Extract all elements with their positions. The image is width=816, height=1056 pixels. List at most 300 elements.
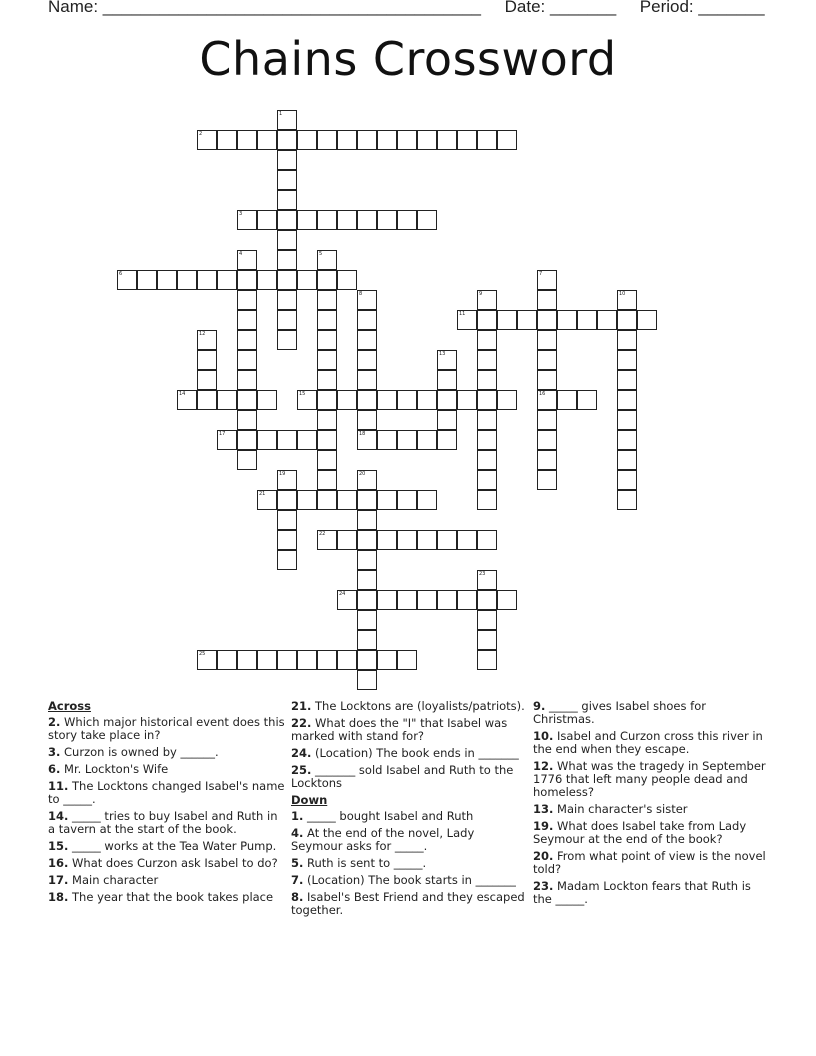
crossword-cell[interactable] bbox=[237, 650, 257, 670]
clue-text: (Location) The book ends in _______ bbox=[311, 746, 519, 760]
crossword-cell[interactable] bbox=[297, 390, 317, 410]
crossword-cell[interactable] bbox=[317, 390, 337, 410]
down-clue bbox=[291, 810, 529, 823]
crossword-cell[interactable] bbox=[317, 310, 337, 330]
crossword-cell[interactable] bbox=[397, 530, 417, 550]
crossword-cell[interactable] bbox=[297, 650, 317, 670]
clue-number: 4 bbox=[239, 251, 243, 257]
crossword-cell[interactable] bbox=[277, 250, 297, 270]
crossword-cell[interactable] bbox=[317, 490, 337, 510]
clue-number: 9 bbox=[479, 291, 483, 297]
crossword-cell[interactable] bbox=[197, 650, 217, 670]
clue-number: 5. bbox=[291, 856, 304, 870]
crossword-cell[interactable] bbox=[617, 290, 637, 310]
crossword-cell[interactable] bbox=[237, 290, 257, 310]
crossword-cell[interactable] bbox=[197, 350, 217, 370]
across-clue-list-cont bbox=[291, 700, 529, 790]
crossword-cell[interactable] bbox=[317, 210, 337, 230]
crossword-cell[interactable] bbox=[377, 530, 397, 550]
crossword-cell[interactable] bbox=[477, 350, 497, 370]
clue-number: 17 bbox=[219, 431, 226, 437]
crossword-cell[interactable] bbox=[337, 490, 357, 510]
crossword-cell[interactable] bbox=[277, 470, 297, 490]
crossword-cell[interactable] bbox=[217, 130, 237, 150]
crossword-cell[interactable] bbox=[277, 330, 297, 350]
crossword-cell[interactable] bbox=[437, 350, 457, 370]
crossword-cell[interactable] bbox=[417, 430, 437, 450]
crossword-cell[interactable] bbox=[357, 610, 377, 630]
clue-number: 22. bbox=[291, 716, 312, 730]
clue-number: 15. bbox=[48, 839, 69, 853]
crossword-cell[interactable] bbox=[177, 390, 197, 410]
crossword-cell[interactable] bbox=[437, 390, 457, 410]
crossword-cell[interactable] bbox=[357, 210, 377, 230]
clue-number: 25. bbox=[291, 763, 312, 777]
crossword-cell[interactable] bbox=[357, 410, 377, 430]
crossword-cell[interactable] bbox=[217, 390, 237, 410]
crossword-cell[interactable] bbox=[417, 130, 437, 150]
down-clue bbox=[533, 760, 771, 799]
clue-number: 23. bbox=[533, 879, 554, 893]
crossword-cell[interactable] bbox=[377, 130, 397, 150]
down-clue bbox=[291, 891, 529, 917]
clue-number: 20. bbox=[533, 849, 554, 863]
clue-number: 25 bbox=[199, 651, 206, 657]
crossword-cell[interactable] bbox=[277, 510, 297, 530]
crossword-cell[interactable] bbox=[277, 170, 297, 190]
crossword-cell[interactable] bbox=[277, 530, 297, 550]
crossword-cell[interactable] bbox=[317, 270, 337, 290]
crossword-cell[interactable] bbox=[277, 190, 297, 210]
crossword-cell[interactable] bbox=[257, 430, 277, 450]
clue-number: 1 bbox=[279, 111, 283, 117]
crossword-cell[interactable] bbox=[537, 390, 557, 410]
crossword-cell[interactable] bbox=[517, 310, 537, 330]
crossword-cell[interactable] bbox=[597, 310, 617, 330]
down-clue bbox=[291, 827, 529, 853]
crossword-cell[interactable] bbox=[617, 390, 637, 410]
clue-text: At the end of the novel, Lady Seymour asks for _____. bbox=[291, 826, 475, 853]
crossword-cell[interactable] bbox=[277, 490, 297, 510]
crossword-cell[interactable] bbox=[357, 490, 377, 510]
crossword-cell[interactable] bbox=[397, 650, 417, 670]
crossword-cell[interactable] bbox=[317, 410, 337, 430]
across-clue bbox=[48, 840, 286, 853]
clue-number: 11 bbox=[459, 311, 466, 317]
across-clue-list bbox=[48, 716, 286, 904]
crossword-cell[interactable] bbox=[397, 590, 417, 610]
crossword-cell[interactable] bbox=[357, 630, 377, 650]
crossword-cell[interactable] bbox=[257, 490, 277, 510]
down-clue bbox=[533, 820, 771, 846]
clue-number: 13. bbox=[533, 802, 554, 816]
across-clue bbox=[48, 857, 286, 870]
crossword-cell[interactable] bbox=[457, 530, 477, 550]
crossword-cell[interactable] bbox=[417, 490, 437, 510]
crossword-cell[interactable] bbox=[257, 130, 277, 150]
crossword-cell[interactable] bbox=[477, 430, 497, 450]
crossword-cell[interactable] bbox=[357, 670, 377, 690]
crossword-cell[interactable] bbox=[357, 370, 377, 390]
clue-text: What does Curzon ask Isabel to do? bbox=[68, 856, 278, 870]
crossword-cell[interactable] bbox=[237, 350, 257, 370]
crossword-cell[interactable] bbox=[477, 390, 497, 410]
crossword-cell[interactable] bbox=[457, 390, 477, 410]
down-clue bbox=[291, 857, 529, 870]
down-clue-list-cont bbox=[533, 700, 771, 906]
clue-text: The Locktons are (loyalists/patriots). bbox=[311, 699, 525, 713]
crossword-cell[interactable] bbox=[277, 210, 297, 230]
crossword-cell[interactable] bbox=[617, 370, 637, 390]
clue-number: 18 bbox=[359, 431, 366, 437]
crossword-cell[interactable] bbox=[277, 290, 297, 310]
crossword-cell[interactable] bbox=[537, 310, 557, 330]
crossword-cell[interactable] bbox=[357, 570, 377, 590]
clues-column-1 bbox=[48, 700, 286, 908]
across-heading: Across bbox=[48, 699, 91, 713]
across-clue bbox=[291, 747, 529, 760]
clue-number: 2. bbox=[48, 715, 61, 729]
clue-number: 7. bbox=[291, 873, 304, 887]
clue-number: 1. bbox=[291, 809, 304, 823]
crossword-cell[interactable] bbox=[457, 590, 477, 610]
clue-number: 23 bbox=[479, 571, 486, 577]
crossword-cell[interactable] bbox=[297, 430, 317, 450]
crossword-cell[interactable] bbox=[437, 430, 457, 450]
clue-number: 24. bbox=[291, 746, 312, 760]
crossword-cell[interactable] bbox=[577, 390, 597, 410]
down-clue bbox=[291, 874, 529, 887]
crossword-cell[interactable] bbox=[497, 590, 517, 610]
crossword-cell[interactable] bbox=[477, 630, 497, 650]
crossword-cell[interactable] bbox=[377, 650, 397, 670]
crossword-cell[interactable] bbox=[337, 270, 357, 290]
crossword-cell[interactable] bbox=[357, 510, 377, 530]
clue-number: 6. bbox=[48, 762, 61, 776]
crossword-cell[interactable] bbox=[457, 310, 477, 330]
crossword-cell[interactable] bbox=[357, 550, 377, 570]
crossword-cell[interactable] bbox=[377, 590, 397, 610]
crossword-cell[interactable] bbox=[617, 430, 637, 450]
crossword-cell[interactable] bbox=[257, 390, 277, 410]
clue-number: 11. bbox=[48, 779, 69, 793]
crossword-cell[interactable] bbox=[317, 430, 337, 450]
clue-number: 21 bbox=[259, 491, 266, 497]
crossword-cell[interactable] bbox=[357, 350, 377, 370]
across-clue bbox=[48, 780, 286, 806]
clue-text: Ruth is sent to _____. bbox=[303, 856, 427, 870]
crossword-cell[interactable] bbox=[377, 390, 397, 410]
crossword-cell[interactable] bbox=[357, 130, 377, 150]
crossword-cell[interactable] bbox=[377, 210, 397, 230]
crossword-cell[interactable] bbox=[277, 270, 297, 290]
crossword-cell[interactable] bbox=[337, 650, 357, 670]
clue-number: 24 bbox=[339, 591, 346, 597]
crossword-cell[interactable] bbox=[617, 330, 637, 350]
crossword-cell[interactable] bbox=[397, 130, 417, 150]
crossword-cell[interactable] bbox=[237, 330, 257, 350]
clue-text: _______ sold Isabel and Ruth to the Locktons bbox=[291, 763, 514, 790]
across-clue bbox=[291, 717, 529, 743]
crossword-cell[interactable] bbox=[237, 410, 257, 430]
crossword-cell[interactable] bbox=[537, 350, 557, 370]
crossword-cell[interactable] bbox=[317, 530, 337, 550]
crossword-cell[interactable] bbox=[357, 290, 377, 310]
clue-text: _____ tries to buy Isabel and Ruth in a tavern at the start of the book. bbox=[48, 809, 278, 836]
crossword-cell[interactable] bbox=[437, 590, 457, 610]
crossword-cell[interactable] bbox=[317, 650, 337, 670]
crossword-cell[interactable] bbox=[337, 590, 357, 610]
crossword-cell[interactable] bbox=[617, 470, 637, 490]
clue-number: 8. bbox=[291, 890, 304, 904]
crossword-cell[interactable] bbox=[477, 130, 497, 150]
crossword-cell[interactable] bbox=[357, 590, 377, 610]
crossword-cell[interactable] bbox=[397, 430, 417, 450]
crossword-cell[interactable] bbox=[477, 610, 497, 630]
clue-number: 4. bbox=[291, 826, 304, 840]
crossword-cell[interactable] bbox=[277, 650, 297, 670]
crossword-cell[interactable] bbox=[497, 130, 517, 150]
crossword-cell[interactable] bbox=[277, 230, 297, 250]
clue-number: 17. bbox=[48, 873, 69, 887]
crossword-cell[interactable] bbox=[217, 270, 237, 290]
crossword-cell[interactable] bbox=[617, 310, 637, 330]
clue-number: 5 bbox=[319, 251, 323, 257]
crossword-cell[interactable] bbox=[317, 350, 337, 370]
crossword-cell[interactable] bbox=[497, 390, 517, 410]
crossword-cell[interactable] bbox=[557, 390, 577, 410]
crossword-cell[interactable] bbox=[217, 650, 237, 670]
crossword-cell[interactable] bbox=[477, 570, 497, 590]
crossword-cell[interactable] bbox=[457, 130, 477, 150]
crossword-cell[interactable] bbox=[537, 470, 557, 490]
across-clue bbox=[48, 891, 286, 904]
clue-text: What does the "I" that Isabel was marked with stand for? bbox=[291, 716, 508, 743]
crossword-cell[interactable] bbox=[357, 390, 377, 410]
clue-text: What does Isabel take from Lady Seymour at the end of the book? bbox=[533, 819, 747, 846]
clue-number: 14 bbox=[179, 391, 186, 397]
crossword-cell[interactable] bbox=[237, 370, 257, 390]
crossword-cell[interactable] bbox=[357, 310, 377, 330]
down-clue bbox=[533, 850, 771, 876]
crossword-cell[interactable] bbox=[617, 350, 637, 370]
crossword-cell[interactable] bbox=[377, 430, 397, 450]
crossword-cell[interactable] bbox=[637, 310, 657, 330]
crossword-cell[interactable] bbox=[477, 410, 497, 430]
crossword-cell[interactable] bbox=[397, 210, 417, 230]
clue-number: 19 bbox=[279, 471, 286, 477]
crossword-cell[interactable] bbox=[397, 490, 417, 510]
clue-text: Madam Lockton fears that Ruth is the _____. bbox=[533, 879, 751, 906]
name-field[interactable]: Name: ________________________________________ bbox=[48, 0, 481, 16]
clue-number: 6 bbox=[119, 271, 123, 277]
crossword-cell[interactable] bbox=[237, 310, 257, 330]
crossword-cell[interactable] bbox=[477, 650, 497, 670]
crossword-cell[interactable] bbox=[237, 210, 257, 230]
clue-number: 16. bbox=[48, 856, 69, 870]
crossword-cell[interactable] bbox=[237, 270, 257, 290]
crossword-cell[interactable] bbox=[317, 290, 337, 310]
crossword-cell[interactable] bbox=[197, 330, 217, 350]
crossword-cell[interactable] bbox=[277, 310, 297, 330]
crossword-cell[interactable] bbox=[477, 530, 497, 550]
crossword-cell[interactable] bbox=[317, 370, 337, 390]
across-clue bbox=[48, 746, 286, 759]
crossword-cell[interactable] bbox=[197, 370, 217, 390]
crossword-cell[interactable] bbox=[317, 130, 337, 150]
crossword-cell[interactable] bbox=[157, 270, 177, 290]
crossword-cell[interactable] bbox=[357, 330, 377, 350]
crossword-cell[interactable] bbox=[297, 210, 317, 230]
crossword-cell[interactable] bbox=[317, 330, 337, 350]
clue-text: The Locktons changed Isabel's name to _____. bbox=[48, 779, 285, 806]
crossword-cell[interactable] bbox=[477, 310, 497, 330]
crossword-cell[interactable] bbox=[197, 270, 217, 290]
crossword-cell[interactable] bbox=[237, 390, 257, 410]
crossword-cell[interactable] bbox=[277, 110, 297, 130]
crossword-cell[interactable] bbox=[377, 490, 397, 510]
clue-number: 9. bbox=[533, 699, 546, 713]
clue-number: 12 bbox=[199, 331, 206, 337]
crossword-cell[interactable] bbox=[617, 490, 637, 510]
crossword-cell[interactable] bbox=[317, 250, 337, 270]
clue-number: 18. bbox=[48, 890, 69, 904]
crossword-cell[interactable] bbox=[297, 490, 317, 510]
crossword-cell[interactable] bbox=[417, 590, 437, 610]
crossword-cell[interactable] bbox=[537, 370, 557, 390]
crossword-cell[interactable] bbox=[337, 210, 357, 230]
crossword-cell[interactable] bbox=[337, 390, 357, 410]
clue-text: Main character bbox=[68, 873, 159, 887]
across-clue bbox=[291, 764, 529, 790]
clue-text: _____ bought Isabel and Ruth bbox=[303, 809, 474, 823]
date-field[interactable]: Date: _______ bbox=[504, 0, 617, 16]
crossword-cell[interactable] bbox=[237, 250, 257, 270]
crossword-cell[interactable] bbox=[357, 470, 377, 490]
crossword-cell[interactable] bbox=[197, 130, 217, 150]
crossword-cell[interactable] bbox=[617, 450, 637, 470]
crossword-cell[interactable] bbox=[277, 150, 297, 170]
crossword-cell[interactable] bbox=[577, 310, 597, 330]
crossword-cell[interactable] bbox=[537, 330, 557, 350]
clue-number: 21. bbox=[291, 699, 312, 713]
crossword-cell[interactable] bbox=[417, 390, 437, 410]
crossword-cell[interactable] bbox=[137, 270, 157, 290]
clue-number: 7 bbox=[539, 271, 543, 277]
clues-column-3 bbox=[533, 700, 771, 910]
crossword-cell[interactable] bbox=[397, 390, 417, 410]
clue-number: 16 bbox=[539, 391, 546, 397]
clue-text: The year that the book takes place bbox=[68, 890, 274, 904]
down-heading: Down bbox=[291, 793, 328, 807]
crossword-cell[interactable] bbox=[477, 290, 497, 310]
down-clue bbox=[533, 700, 771, 726]
crossword-cell[interactable] bbox=[277, 130, 297, 150]
across-clue bbox=[48, 874, 286, 887]
crossword-cell[interactable] bbox=[177, 270, 197, 290]
crossword-cell[interactable] bbox=[257, 650, 277, 670]
clue-text: Isabel and Curzon cross this river in the end when they escape. bbox=[533, 729, 763, 756]
crossword-cell[interactable] bbox=[537, 450, 557, 470]
clue-number: 3. bbox=[48, 745, 61, 759]
clue-number: 20 bbox=[359, 471, 366, 477]
clue-text: Main character's sister bbox=[553, 802, 688, 816]
clue-number: 12. bbox=[533, 759, 554, 773]
crossword-cell[interactable] bbox=[437, 410, 457, 430]
across-clue bbox=[291, 700, 529, 713]
clue-number: 10. bbox=[533, 729, 554, 743]
crossword-cell[interactable] bbox=[357, 430, 377, 450]
crossword-cell[interactable] bbox=[297, 130, 317, 150]
crossword-cell[interactable] bbox=[257, 210, 277, 230]
clue-number: 13 bbox=[439, 351, 446, 357]
crossword-cell[interactable] bbox=[357, 530, 377, 550]
crossword-cell[interactable] bbox=[217, 430, 237, 450]
crossword-cell[interactable] bbox=[437, 530, 457, 550]
crossword-cell[interactable] bbox=[297, 270, 317, 290]
crossword-cell[interactable] bbox=[477, 370, 497, 390]
crossword-cell[interactable] bbox=[257, 270, 277, 290]
crossword-cell[interactable] bbox=[477, 490, 497, 510]
clue-number: 10 bbox=[619, 291, 626, 297]
crossword-cell[interactable] bbox=[417, 530, 437, 550]
crossword-cell[interactable] bbox=[537, 430, 557, 450]
crossword-cell[interactable] bbox=[337, 130, 357, 150]
across-clue bbox=[48, 716, 286, 742]
crossword-cell[interactable] bbox=[437, 130, 457, 150]
crossword-cell[interactable] bbox=[317, 450, 337, 470]
crossword-cell[interactable] bbox=[617, 410, 637, 430]
crossword-cell[interactable] bbox=[237, 430, 257, 450]
clue-text: (Location) The book starts in _______ bbox=[303, 873, 516, 887]
crossword-cell[interactable] bbox=[537, 270, 557, 290]
crossword-cell[interactable] bbox=[477, 470, 497, 490]
crossword-cell[interactable] bbox=[477, 450, 497, 470]
clue-number: 22 bbox=[319, 531, 326, 537]
crossword-cell[interactable] bbox=[537, 290, 557, 310]
clue-text: _____ gives Isabel shoes for Christmas. bbox=[533, 699, 706, 726]
crossword-cell[interactable] bbox=[417, 210, 437, 230]
crossword-cell[interactable] bbox=[277, 550, 297, 570]
down-clue bbox=[533, 880, 771, 906]
clue-text: Isabel's Best Friend and they escaped together. bbox=[291, 890, 525, 917]
crossword-cell[interactable] bbox=[237, 450, 257, 470]
crossword-cell[interactable] bbox=[317, 470, 337, 490]
crossword-cell[interactable] bbox=[117, 270, 137, 290]
clue-number: 2 bbox=[199, 131, 203, 137]
crossword-cell[interactable] bbox=[477, 330, 497, 350]
crossword-cell[interactable] bbox=[277, 430, 297, 450]
crossword-cell[interactable] bbox=[197, 390, 217, 410]
clue-number: 19. bbox=[533, 819, 554, 833]
clues-column-2 bbox=[291, 700, 529, 921]
across-clue bbox=[48, 810, 286, 836]
crossword-cell[interactable] bbox=[437, 370, 457, 390]
crossword-cell[interactable] bbox=[557, 310, 577, 330]
crossword-cell[interactable] bbox=[357, 650, 377, 670]
down-clue bbox=[533, 803, 771, 816]
clue-text: Which major historical event does this story take place in? bbox=[48, 715, 285, 742]
period-field[interactable]: Period: _______ bbox=[639, 0, 765, 16]
crossword-cell[interactable] bbox=[237, 130, 257, 150]
down-clue-list bbox=[291, 810, 529, 917]
clue-text: Mr. Lockton's Wife bbox=[60, 762, 169, 776]
crossword-cell[interactable] bbox=[497, 310, 517, 330]
crossword-cell[interactable] bbox=[537, 410, 557, 430]
clue-number: 8 bbox=[359, 291, 363, 297]
crossword-cell[interactable] bbox=[477, 590, 497, 610]
crossword-cell[interactable] bbox=[337, 530, 357, 550]
